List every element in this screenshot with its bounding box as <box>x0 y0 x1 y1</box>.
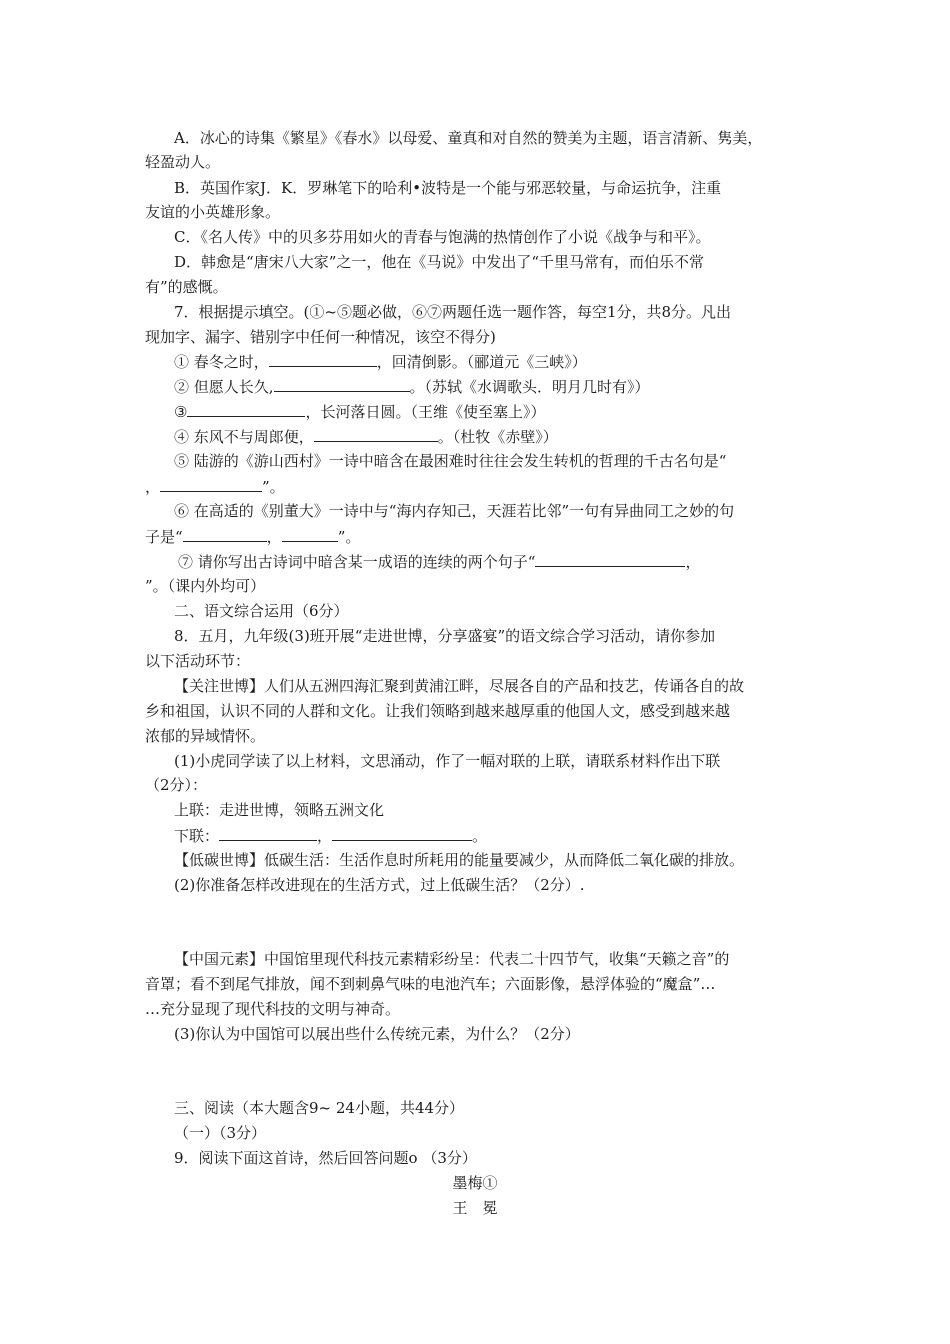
q6-option-a-line2: 轻盈动人。 <box>145 153 221 171</box>
q7-item-3-blank[interactable] <box>187 400 305 417</box>
couplet-lower-period: 。 <box>472 827 488 845</box>
q7-item-4 <box>174 425 558 448</box>
sub-question-3: (3)你认为中国馆可以展出些什么传统元素，为什么？（2分） <box>174 1025 580 1043</box>
q7-item-1 <box>174 350 587 373</box>
q7-item-3-prefix: ③ <box>174 403 188 421</box>
q7-item-6-blank-2[interactable] <box>282 525 338 542</box>
q6-option-c: C．《名人传》中的贝多芬用如火的青春与饱满的热情创作了小说《战争与和平》。 <box>174 228 711 246</box>
q6-option-b-line2: 友谊的小英雄形象。 <box>145 203 281 221</box>
q7-item-5-line1: ⑤ 陆游的《游山西村》一诗中暗含在最困难时往往会发生转机的哲理的千古名句是“ <box>174 452 727 470</box>
low-carbon-expo: 【低碳世博】低碳生活：生活作息时所耗用的能量要减少，从而降低二氧化碳的排放。 <box>174 851 745 869</box>
focus-expo-line2: 乡和祖国，认识不同的人群和文化。让我们领略到越来越厚重的他国人文，感受到越来越 <box>145 702 731 720</box>
q7-item-2 <box>174 375 650 398</box>
q7-item-7-line1 <box>178 550 700 573</box>
q7-item-6-line1: ⑥ 在高适的《别董大》一诗中与“海内存知己，天涯若比邻”一句有异曲同工之妙的句 <box>174 502 735 520</box>
q7-item-2-suffix: 。（苏轼《水调歌头．明月几时有》） <box>409 378 650 396</box>
q7-item-1-prefix: ① 春冬之时， <box>174 353 269 371</box>
couplet-lower <box>174 824 487 847</box>
china-elements-line1: 【中国元素】中国馆里现代科技元素精彩纷呈：代表二十四节气，收集“天籁之音”的 <box>174 950 730 968</box>
q7-item-5-blank[interactable] <box>160 475 262 492</box>
couplet-lower-comma: ， <box>317 827 333 845</box>
q7-item-7-line2: ”。（课内外均可） <box>145 577 266 595</box>
q7-item-6-blank-1[interactable] <box>183 525 267 542</box>
sub-question-1-line2: （2分）： <box>145 776 208 794</box>
q6-option-d-line2: 有”的感慨。 <box>145 278 228 296</box>
q8-line2: 以下活动环节： <box>145 652 251 670</box>
q7-item-2-blank[interactable] <box>274 375 410 392</box>
poem-title: 墨梅① <box>452 1174 498 1192</box>
q7-item-1-suffix: ，回清倒影。（郦道元《三峡》） <box>376 353 587 371</box>
q6-option-d-line1: D．韩愈是“唐宋八大家”之一，他在《马说》中发出了“千里马常有，而伯乐不常 <box>174 253 705 271</box>
q7-item-4-suffix: 。（杜牧《赤壁》） <box>437 428 558 446</box>
q7-item-3-suffix: ，长河落日圆。（王维《使至塞上》） <box>305 403 546 421</box>
q7-item-2-prefix: ② 但愿人长久, <box>174 378 274 396</box>
q7-item-5-prefix: ， <box>145 478 161 496</box>
q7-intro-line2: 现加字、漏字、错别字中任何一种情况，该空不得分) <box>145 328 496 346</box>
q7-item-4-blank[interactable] <box>314 425 438 442</box>
couplet-lower-blank-1[interactable] <box>219 824 317 841</box>
poem-author: 王 冕 <box>452 1199 498 1217</box>
focus-expo-line1: 【关注世博】人们从五洲四海汇聚到黄浦江畔，尽展各自的产品和技艺，传诵各自的故 <box>174 677 745 695</box>
q7-item-3 <box>174 400 545 423</box>
q7-item-6-suffix: ”。 <box>337 528 361 546</box>
q7-item-1-blank[interactable] <box>269 350 377 367</box>
focus-expo-line3: 浓郁的异域情怀。 <box>145 727 266 745</box>
sub-question-2: (2)你准备怎样改进现在的生活方式，过上低碳生活？（2分）. <box>174 876 585 894</box>
china-elements-line2: 音罩；看不到尾气排放，闻不到刺鼻气味的电池汽车；六面影像，悬浮体验的“魔盒”… <box>145 975 716 993</box>
section-2-title: 二、语文综合运用（6分） <box>174 602 349 620</box>
q8-line1: 8．五月，九年级(3)班开展“走进世博，分享盛宴”的语文综合学习活动，请你参加 <box>174 627 716 645</box>
couplet-lower-blank-2[interactable] <box>332 824 472 841</box>
couplet-upper: 上联：走进世博，领略五洲文化 <box>174 801 385 819</box>
q7-item-7-comma: ， <box>685 553 701 571</box>
q6-option-b-line1: B．英国作家J．K．罗琳笔下的哈利•波特是一个能与邪恶较量，与命运抗争，注重 <box>174 179 722 197</box>
q9-prompt: 9．阅读下面这首诗，然后回答问题o （3分） <box>174 1149 477 1167</box>
q7-item-6-prefix: 子是“ <box>145 528 183 546</box>
q7-item-6-comma: ， <box>266 528 282 546</box>
section-3-part-1: （一）（3分） <box>174 1124 267 1142</box>
couplet-lower-prefix: 下联： <box>174 827 220 845</box>
q7-item-6-line2 <box>145 525 360 548</box>
q6-option-a-line1: A．冰心的诗集《繁星》《春水》以母爱、童真和对自然的赞美为主题，语言清新、隽美， <box>174 129 763 147</box>
q7-item-4-prefix: ④ 东风不与周郎便， <box>174 428 314 446</box>
sub-question-1-line1: (1)小虎同学读了以上材料，文思涌动，作了一幅对联的上联，请联系材料作出下联 <box>174 752 721 770</box>
china-elements-line3: …充分显现了现代科技的文明与神奇。 <box>145 1000 401 1018</box>
q7-intro-line1: 7．根据提示填空。(①~⑤题必做，⑥⑦两题任选一题作答，每空1分，共8分。凡出 <box>174 303 732 321</box>
q7-item-7-blank-1[interactable] <box>535 550 685 567</box>
q7-item-7-prefix: ⑦ 请你写出古诗词中暗含某一成语的连续的两个句子“ <box>178 553 536 571</box>
section-3-title: 三、阅读（本大题含9~ 24小题，共44分） <box>174 1099 465 1117</box>
q7-item-5-line2 <box>145 475 285 498</box>
q7-item-5-suffix: ”。 <box>262 478 285 496</box>
